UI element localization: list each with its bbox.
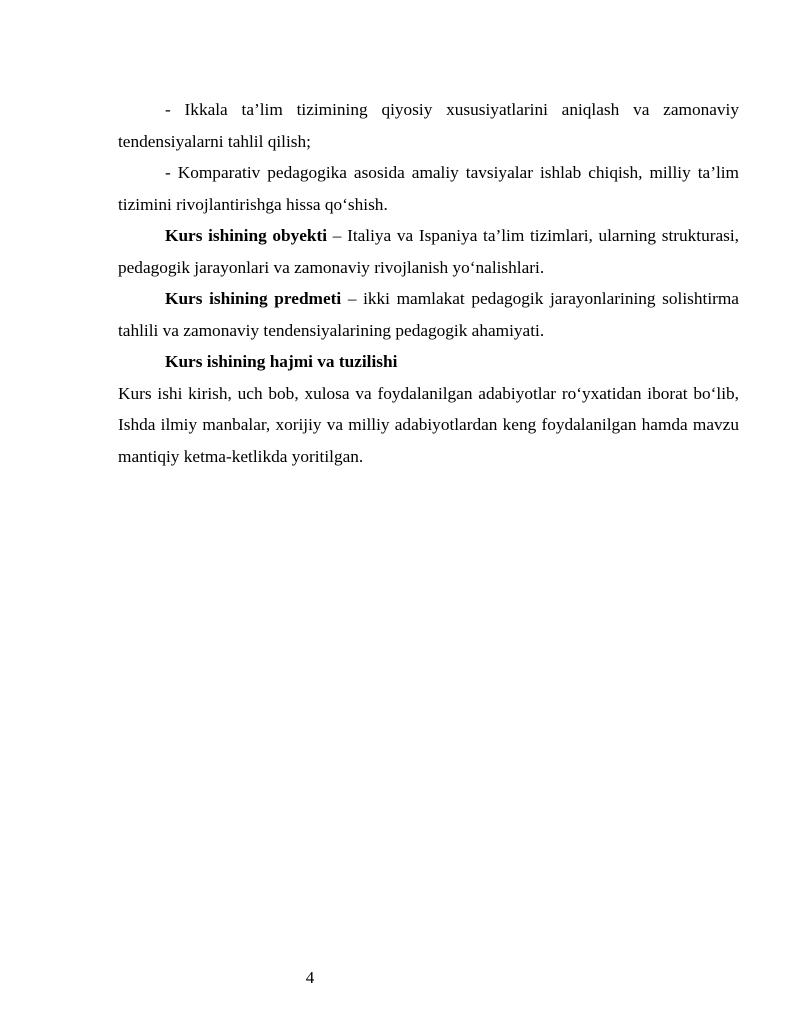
paragraph-text: - Komparativ pedagogika asosida amaliy tavsiyalar ishlab chiqish, milliy ta’lim tizimini rivojlantirishga hissa qo‘shish. (118, 163, 739, 214)
paragraph-text: – Italiya va Ispaniya ta’lim tizimlari, ularning strukturasi, pedagogik jarayonlari va zamonaviy rivojlanish yo‘nalishlari. (118, 226, 740, 277)
paragraph-text: Kurs ishi kirish, uch bob, xulosa va foydalanilgan adabiyotlar ro‘yxatidan iborat bo‘lib, Ishda ilmiy manbalar, xorijiy va milliy adabiyotlardan keng foydalanilgan hamda mavzu mantiqiy ketma-ketlikda yoritilgan. (118, 383, 739, 466)
paragraph-course-object (118, 220, 739, 283)
paragraph-heading: Kurs ishining obyekti (165, 226, 328, 245)
paragraph-goal-comparison (118, 94, 739, 157)
paragraph-text: – ikki mamlakat pedagogik jarayonlarining solishtirma tahlili va zamonaviy tendensiyalarining pedagogik ahamiyati. (118, 289, 739, 340)
document-body (118, 94, 739, 472)
section-heading-structure (118, 346, 739, 378)
paragraph-structure-description (118, 378, 739, 473)
page-number: 4 (305, 968, 315, 987)
section-heading: Kurs ishining hajmi va tuzilishi (165, 352, 398, 371)
paragraph-text: - Ikkala ta’lim tizimining qiyosiy xususiyatlarini aniqlash va zamonaviy tendensiyalarni tahlil qilish; (118, 100, 739, 151)
paragraph-goal-recommendations (118, 157, 739, 220)
paragraph-course-subject (118, 283, 739, 346)
paragraph-heading: Kurs ishining predmeti (165, 289, 342, 308)
